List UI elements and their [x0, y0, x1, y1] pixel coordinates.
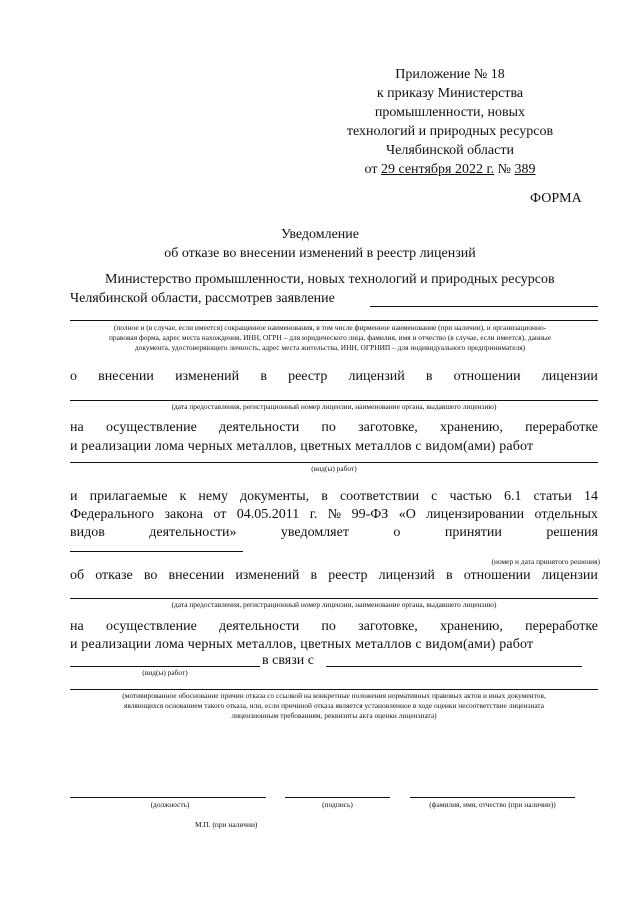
appendix-line5: Челябинской области — [386, 143, 514, 158]
applicant-field-line[interactable] — [370, 306, 598, 307]
work2-field-line[interactable] — [70, 666, 260, 667]
signature-field-line[interactable] — [285, 797, 390, 798]
hint-license1: (дата предоставления, регистрационный номер лицензии, наименование органа, выдавшего лицензию) — [171, 402, 497, 411]
appendix-line2: к приказу Министерства — [376, 86, 524, 101]
word: нему — [198, 489, 228, 504]
word: реестр — [328, 568, 368, 583]
word: статьи — [533, 489, 572, 504]
word: закона — [164, 507, 203, 522]
number-prefix: № — [494, 162, 515, 177]
intro-line2: Челябинской области, рассмотрев заявление — [70, 291, 335, 306]
hint-reason-line2: являющихся основанием такого отказа, или, если причиной отказа является установленное в ходе оценки несоответствие лицензиата — [123, 701, 545, 710]
para3-line3 — [70, 524, 598, 541]
word: прилагаемые — [89, 489, 168, 504]
word: лицензии — [541, 568, 598, 583]
hint-signature: (подпись) — [322, 800, 353, 809]
word: осуществление — [105, 420, 197, 435]
word: изменений — [175, 369, 240, 384]
word: «О — [398, 507, 416, 522]
hint-reason-line3: лицензионным требованиям, реквизиты акта оценки лицензиата) — [231, 711, 437, 720]
appendix-line3: промышленности, новых — [374, 105, 526, 120]
word: внесении — [168, 568, 225, 583]
date-prefix: от — [364, 162, 381, 177]
document-title — [0, 225, 640, 263]
decision-field-line-short[interactable] — [70, 551, 243, 552]
word: внесении — [98, 369, 154, 384]
word: в — [321, 489, 328, 504]
word: отдельных — [534, 507, 598, 522]
title-line1: Уведомление — [280, 227, 359, 242]
word: лицензий — [348, 369, 405, 384]
word: лицензии — [541, 369, 598, 384]
hint-reason — [70, 691, 598, 721]
word: переработке — [525, 420, 598, 435]
word: 14 — [583, 489, 598, 504]
reason-prefix: в связи с — [262, 653, 314, 668]
intro-line1: Министерство промышленности, новых технологий и природных ресурсов — [105, 272, 555, 287]
para3-line1 — [70, 488, 598, 505]
hint-decision: (номер и дата принятого решения) — [491, 557, 600, 566]
license1-field-line[interactable] — [70, 400, 598, 401]
word: по — [321, 619, 336, 634]
word: хранению, — [440, 619, 503, 634]
word: в — [310, 568, 318, 583]
word: 99-ФЗ — [351, 507, 389, 522]
hint-applicant-line3: документа, удостоверяющего личность, адрес места жительства, ИНН, ОГРНИП – для индивидуального предпринимателя) — [134, 343, 526, 352]
word: № — [327, 507, 342, 522]
para2-line1 — [70, 419, 598, 436]
appendix-block — [330, 65, 570, 179]
word: в — [425, 369, 433, 384]
word: хранению, — [440, 420, 503, 435]
hint-work2: (вид(ы) работ) — [142, 668, 188, 677]
hint-license2: (дата предоставления, регистрационный номер лицензии, наименование органа, выдавшего лицензию) — [171, 600, 497, 609]
word: уведомляет — [280, 525, 349, 540]
hint-position: (должность) — [150, 800, 190, 809]
para1-line — [70, 368, 598, 385]
word: видов — [70, 525, 105, 540]
word: частью — [449, 489, 492, 504]
work1-field-line[interactable] — [70, 462, 598, 463]
hint-applicant-line1: (полное и (в случае, если имеется) сокращенное наименования, в том числе фирменное наименование (при наличии), и организационно- — [113, 323, 547, 332]
order-date: 29 сентября 2022 г. — [380, 162, 495, 177]
word: по — [321, 420, 336, 435]
word: с — [431, 489, 438, 504]
license2-field-line[interactable] — [70, 598, 598, 599]
word: принятии — [444, 525, 502, 540]
word: об — [70, 568, 85, 583]
word: деятельности — [219, 420, 300, 435]
word: к — [179, 489, 187, 504]
reason-field-line2[interactable] — [70, 689, 598, 690]
para5-line1 — [70, 618, 598, 635]
position-field-line[interactable] — [70, 797, 266, 798]
word: документы, — [240, 489, 310, 504]
word: изменений — [235, 568, 300, 583]
title-line2: об отказе во внесении изменений в реестр лицензий — [164, 246, 476, 261]
word: осуществление — [105, 619, 197, 634]
hint-applicant-line2: правовая форма, адрес места нахождения, ИНН, ОГРН – для юридического лица, фамилия, имя и отчество (в случае, если имеется), данные — [108, 333, 552, 342]
para3-line2 — [70, 506, 598, 523]
appendix-line4: технологий и природных ресурсов — [346, 124, 554, 139]
para5-line2: и реализации лома черных металлов, цветных металлов с видом(ами) работ — [70, 637, 534, 652]
word: заготовке, — [358, 619, 418, 634]
word: г. — [309, 507, 318, 522]
applicant-field-line2[interactable] — [70, 320, 598, 321]
reason-field-line[interactable] — [326, 666, 582, 667]
hint-reason-line1: (мотивированное обоснование причин отказа со ссылкой на конкретные положения нормативных правовых актов и иных документов, — [122, 691, 546, 700]
word: лицензировании — [426, 507, 525, 522]
word: о — [70, 369, 77, 384]
appendix-line1: Приложение № 18 — [395, 67, 505, 82]
hint-name: (фамилия, имя, отчество (при наличии)) — [429, 800, 556, 809]
word: переработке — [525, 619, 598, 634]
word: решения — [546, 525, 598, 540]
name-field-line[interactable] — [410, 797, 575, 798]
word: лицензий — [378, 568, 435, 583]
word: и — [70, 489, 78, 504]
word: в — [260, 369, 267, 384]
word: отказе — [95, 568, 133, 583]
hint-applicant — [50, 323, 610, 353]
word: 04.05.2011 — [236, 507, 300, 522]
stamp-label: М.П. (при наличии) — [195, 820, 258, 829]
word: деятельности» — [149, 525, 237, 540]
para2-line2: и реализации лома черных металлов, цветных металлов с видом(ами) работ — [70, 439, 534, 454]
word: от — [213, 507, 227, 522]
word: в — [445, 568, 453, 583]
word: во — [143, 568, 158, 583]
order-number: 389 — [514, 162, 536, 177]
word: деятельности — [219, 619, 300, 634]
hint-work1: (вид(ы) работ) — [311, 464, 357, 473]
word: Федерального — [70, 507, 155, 522]
word: заготовке, — [358, 420, 418, 435]
word: отношении — [453, 369, 521, 384]
word: о — [393, 525, 401, 540]
appendix-date-line — [330, 160, 570, 179]
word: реестр — [288, 369, 328, 384]
para4-line — [70, 567, 598, 584]
word: 6.1 — [503, 489, 522, 504]
word: соответствии — [339, 489, 420, 504]
form-label: ФОРМА — [530, 191, 582, 206]
word: на — [70, 619, 84, 634]
word: на — [70, 420, 84, 435]
word: отношении — [463, 568, 531, 583]
